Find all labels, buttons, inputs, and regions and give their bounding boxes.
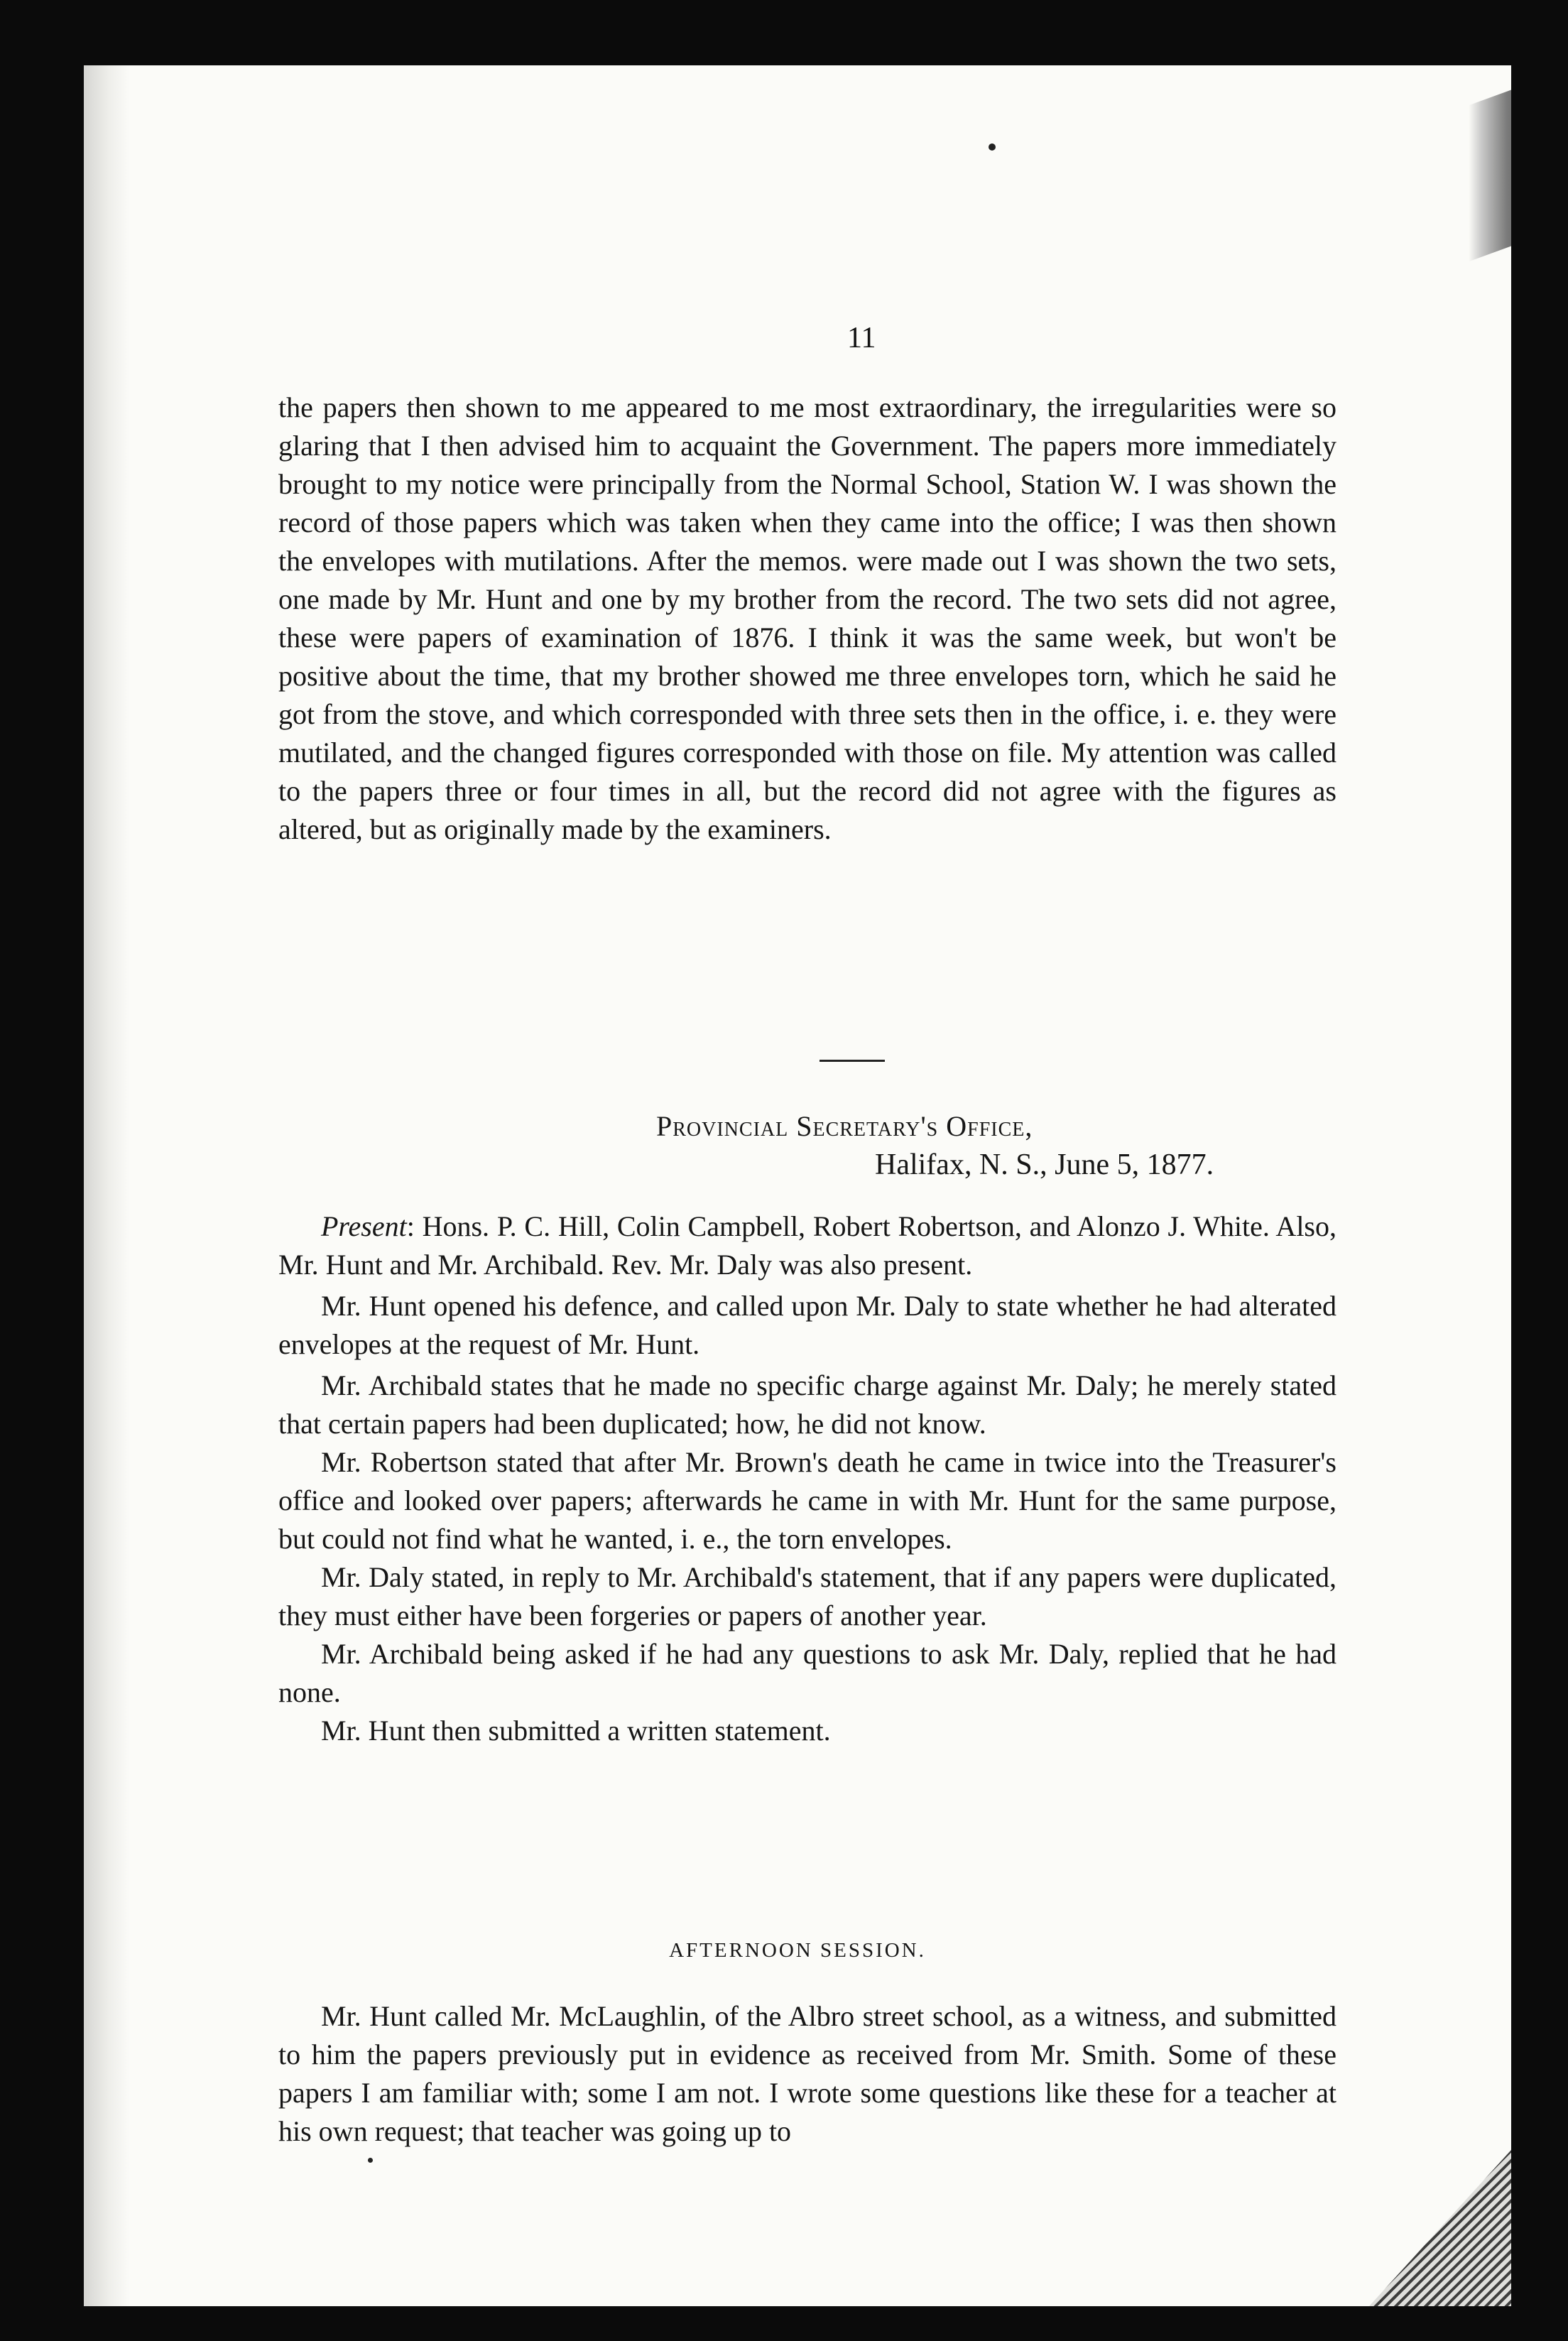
ink-speck [368, 2158, 373, 2163]
dateline: Halifax, N. S., June 5, 1877. [875, 1148, 1214, 1181]
section-divider [820, 1060, 885, 1062]
page-edge-shadow-top [1469, 82, 1511, 262]
document-page [84, 65, 1511, 2306]
ink-speck [989, 143, 996, 151]
minutes-paragraph: Mr. Hunt then submitted a written statement. [321, 1715, 831, 1747]
minutes-paragraph: Mr. Archibald being asked if he had any questions to ask Mr. Daly, replied that he had none. [278, 1638, 1336, 1708]
afternoon-paragraph: Mr. Hunt called Mr. McLaughlin, of the Albro street school, as a witness, and submitted to him the papers previously put in evidence as received from Mr. Smith. Some of these papers I am familiar with; some I am not. I wrote some questions like these for a teacher at his own request; that teacher was going up to [278, 2000, 1336, 2147]
session-heading: AFTERNOON SESSION. [669, 1939, 926, 1962]
present-text: : Hons. P. C. Hill, Colin Campbell, Robert Robertson, and Alonzo J. White. Also, Mr. Hunt and Mr. Archibald. Rev. Mr. Daly was also present. [278, 1210, 1336, 1281]
minutes-body [278, 1207, 1336, 1750]
present-label: Present [321, 1210, 407, 1242]
afternoon-body [278, 1997, 1336, 2151]
present-paragraph [278, 1207, 1336, 1284]
minutes-paragraph: Mr. Daly stated, in reply to Mr. Archibald's statement, that if any papers were duplicated, they must either have been forgeries or papers of another year. [278, 1561, 1336, 1631]
minutes-paragraph: Mr. Hunt opened his defence, and called upon Mr. Daly to state whether he had alterated envelopes at the request of Mr. Hunt. [278, 1290, 1336, 1360]
page-number: 11 [847, 322, 876, 354]
page-gutter-shadow [84, 65, 129, 2306]
minutes-paragraph: Mr. Robertson stated that after Mr. Brown's death he came in twice into the Treasurer's office and looked over papers; afterwards he came in with Mr. Hunt for the same purpose, but could not find what he wanted, i. e., the torn envelopes. [278, 1446, 1336, 1555]
continuation-paragraph: the papers then shown to me appeared to me most extraordinary, the irregularities were so glaring that I then advised him to acquaint the Government. The papers more immediately brought to my notice were principally from the Normal School, Station W. I was shown the record of those papers which was taken when they came into the office; I was then shown the envelopes with mutilations. After the memos. were made out I was shown the two sets, one made by Mr. Hunt and one by my brother from the record. The two sets did not agree, these were papers of examination of 1876. I think it was the same week, but won't be positive about the time, that my brother showed me three envelopes torn, which he said he got from the stove, and which corresponded with three sets then in the office, i. e. they were mutilated, and the changed figures corresponded with those on file. My attention was called to the papers three or four times in all, but the record did not agree with the figures as altered, but as originally made by the examiners. [278, 391, 1336, 845]
page-curl-bottom [1369, 2150, 1511, 2306]
office-heading: Provincial Secretary's Office, [656, 1110, 1033, 1142]
minutes-paragraph: Mr. Archibald states that he made no specific charge against Mr. Daly; he merely stated that certain papers had been duplicated; how, he did not know. [278, 1369, 1336, 1440]
